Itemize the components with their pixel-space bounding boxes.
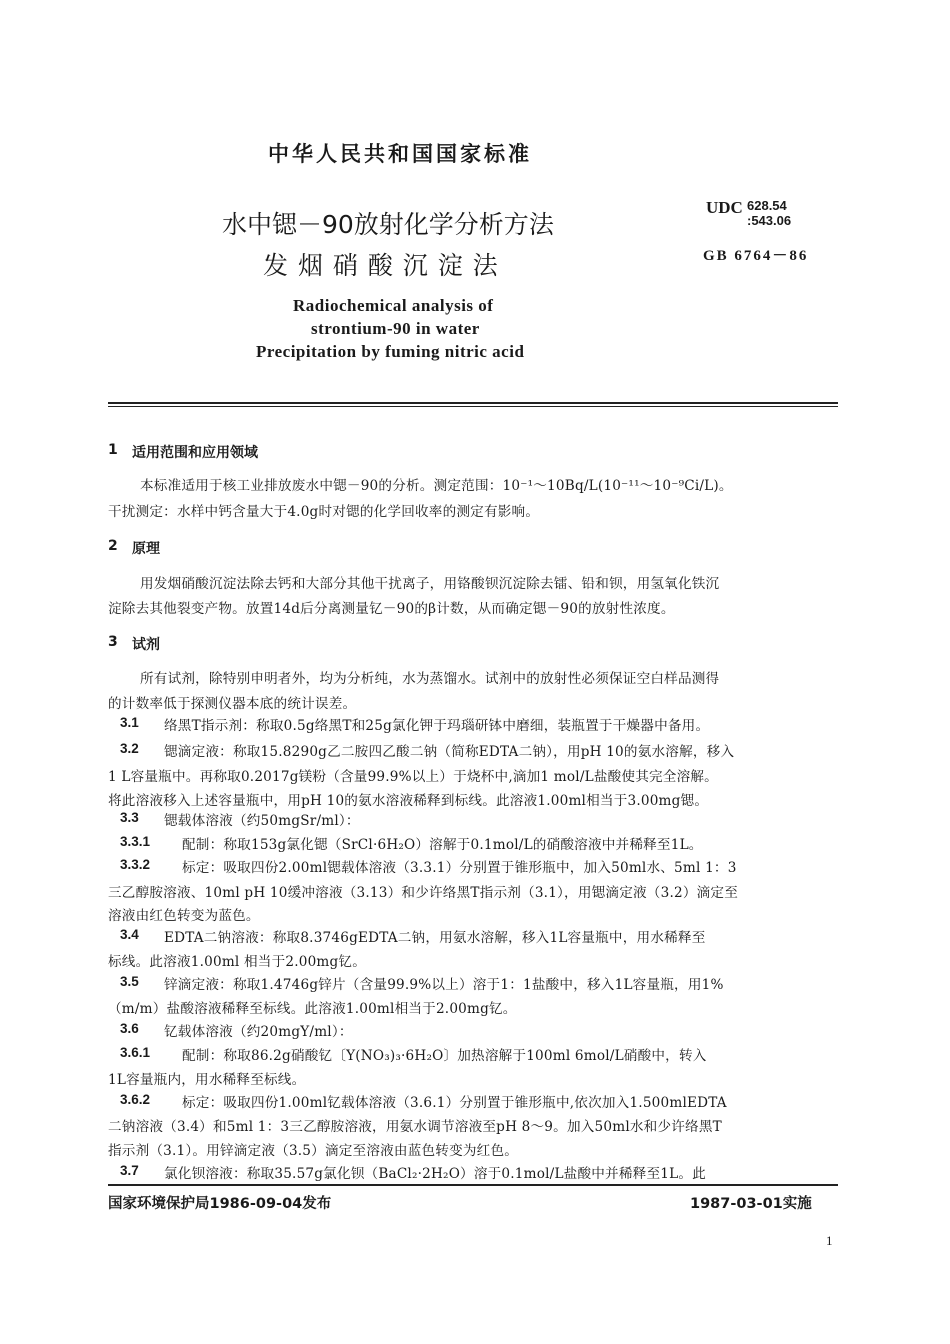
effective-date: 1987-03-01实施 (690, 1196, 812, 1212)
item-3-1-number: 3.1 (120, 715, 139, 730)
title-en-line1: Radiochemical analysis of (293, 296, 494, 315)
title-en-line3: Precipitation by fuming nitric acid (256, 342, 525, 361)
section-3-paragraph-line1: 所有试剂，除特别申明者外，均为分析纯，水为蒸馏水。试剂中的放射性必须保证空白样品测得 (140, 671, 720, 687)
national-standard-title: 中华人民共和国国家标准 (268, 142, 532, 166)
section-1-title: 适用范围和应用领域 (132, 445, 258, 461)
item-3-6-1-number: 3.6.1 (120, 1045, 151, 1060)
udc-value-2: :543.06 (747, 213, 792, 228)
item-3-4-line1: EDTA二钠溶液：称取8.3746gEDTA二钠，用氨水溶解，移入1L容量瓶中，用水稀释至 (164, 930, 706, 946)
item-3-4-number: 3.4 (120, 927, 139, 942)
item-3-2-line3: 将此溶液移入上述容量瓶中，用pH 10的氨水溶液稀释到标线。此溶液1.00ml相当于3.00mg锶。 (108, 793, 709, 809)
item-3-3-2-number: 3.3.2 (120, 857, 151, 872)
item-3-6-2-number: 3.6.2 (120, 1092, 151, 1107)
item-3-1-line1: 络黑T指示剂：称取0.5g络黑T和25g氯化钾于玛瑙研钵中磨细，装瓶置于干燥器中备用。 (164, 718, 710, 734)
page-number: 1 (826, 1233, 833, 1248)
document-title-cn-line2: 发 烟 硝 酸 沉 淀 法 (263, 251, 499, 280)
item-3-5-line2: （m/m）盐酸溶液稀释至标线。此溶液1.00ml相当于2.00mg钇。 (108, 1001, 517, 1017)
issued-by: 国家环境保护局1986-09-04发布 (108, 1196, 332, 1212)
item-3-6-line1: 钇载体溶液（约20mgY/ml）： (164, 1024, 353, 1040)
section-3-title: 试剂 (132, 637, 160, 653)
item-3-6-1-line2: 1L容量瓶内，用水稀释至标线。 (108, 1072, 306, 1088)
header-divider-top (108, 402, 838, 404)
section-2-title: 原理 (132, 541, 160, 557)
document-title-cn-line1: 水中锶－90放射化学分析方法 (222, 210, 554, 239)
item-3-3-1-line1: 配制：称取153g氯化锶（SrCl·6H₂O）溶解于0.1mol/L的硝酸溶液中并稀释至1L。 (182, 837, 703, 853)
section-1-number: 1 (108, 442, 118, 458)
item-3-3-number: 3.3 (120, 810, 139, 825)
section-3-paragraph-line2: 的计数率低于探测仪器本底的统计误差。 (108, 696, 357, 712)
section-2-paragraph-line1: 用发烟硝酸沉淀法除去钙和大部分其他干扰离子，用铬酸钡沉淀除去镭、铅和钡，用氢氧化铁沉 (140, 576, 720, 592)
item-3-6-2-line3: 指示剂（3.1）。用锌滴定液（3.5）滴定至溶液由蓝色转变为红色。 (108, 1143, 519, 1159)
item-3-5-line1: 锌滴定液：称取1.4746g锌片（含量99.9%以上）溶于1：1盐酸中，移入1L容量瓶，用1% (164, 977, 724, 993)
item-3-3-1-number: 3.3.1 (120, 834, 151, 849)
item-3-3-line1: 锶载体溶液（约50mgSr/ml）： (164, 813, 360, 829)
item-3-6-1-line1: 配制：称取86.2g硝酸钇〔Y(NO₃)₃·6H₂O〕加热溶解于100ml 6mol/L硝酸中，转入 (182, 1048, 707, 1064)
item-3-5-number: 3.5 (120, 974, 139, 989)
title-en-line2: strontium-90 in water (311, 319, 480, 338)
item-3-6-2-line2: 二钠溶液（3.4）和5ml 1：3三乙醇胺溶液，用氨水调节溶液至pH 8～9。加入50ml水和少许络黑T (108, 1119, 722, 1135)
item-3-2-line1: 锶滴定液：称取15.8290g乙二胺四乙酸二钠（简称EDTA二钠），用pH 10的氨水溶解，移入 (164, 744, 735, 760)
item-3-3-2-line2: 三乙醇胺溶液、10ml pH 10缓冲溶液（3.13）和少许络黑T指示剂（3.1），用锶滴定液（3.2）滴定至 (108, 885, 738, 901)
udc-value-1: 628.54 (747, 198, 787, 213)
section-2-paragraph-line2: 淀除去其他裂变产物。放置14d后分离测量钇－90的β计数，从而确定锶－90的放射性浓度。 (108, 601, 675, 617)
item-3-3-2-line3: 溶液由红色转变为蓝色。 (108, 908, 260, 924)
section-3-number: 3 (108, 634, 118, 650)
section-1-paragraph-line2: 干扰测定：水样中钙含量大于4.0g时对锶的化学回收率的测定有影响。 (108, 504, 540, 520)
item-3-2-line2: 1 L容量瓶中。再称取0.2017g镁粉（含量99.9%以上）于烧杯中,滴加1 mol/L盐酸使其完全溶解。 (108, 769, 718, 785)
section-1-paragraph-line1: 本标准适用于核工业排放废水中锶－90的分析。测定范围：10⁻¹～10Bq/L(10⁻¹¹～10⁻⁹Ci/L)。 (140, 478, 733, 494)
gb-code: GB 6764－86 (703, 248, 809, 264)
item-3-7-number: 3.7 (120, 1163, 139, 1178)
footer-divider (108, 1184, 838, 1186)
item-3-4-line2: 标线。此溶液1.00ml 相当于2.00mg钇。 (108, 954, 367, 970)
item-3-6-number: 3.6 (120, 1021, 139, 1036)
header-divider-bottom (108, 406, 838, 407)
section-2-number: 2 (108, 538, 118, 554)
item-3-2-number: 3.2 (120, 741, 139, 756)
udc-label: UDC (706, 198, 743, 217)
item-3-7-line1: 氯化钡溶液：称取35.57g氯化钡（BaCl₂·2H₂O）溶于0.1mol/L盐酸中并稀释至1L。此 (164, 1166, 706, 1182)
item-3-6-2-line1: 标定：吸取四份1.00ml钇载体溶液（3.6.1）分别置于锥形瓶中,依次加入1.500mlEDTA (182, 1095, 727, 1111)
item-3-3-2-line1: 标定：吸取四份2.00ml锶载体溶液（3.3.1）分别置于锥形瓶中，加入50ml水、5ml 1：3 (182, 860, 737, 876)
